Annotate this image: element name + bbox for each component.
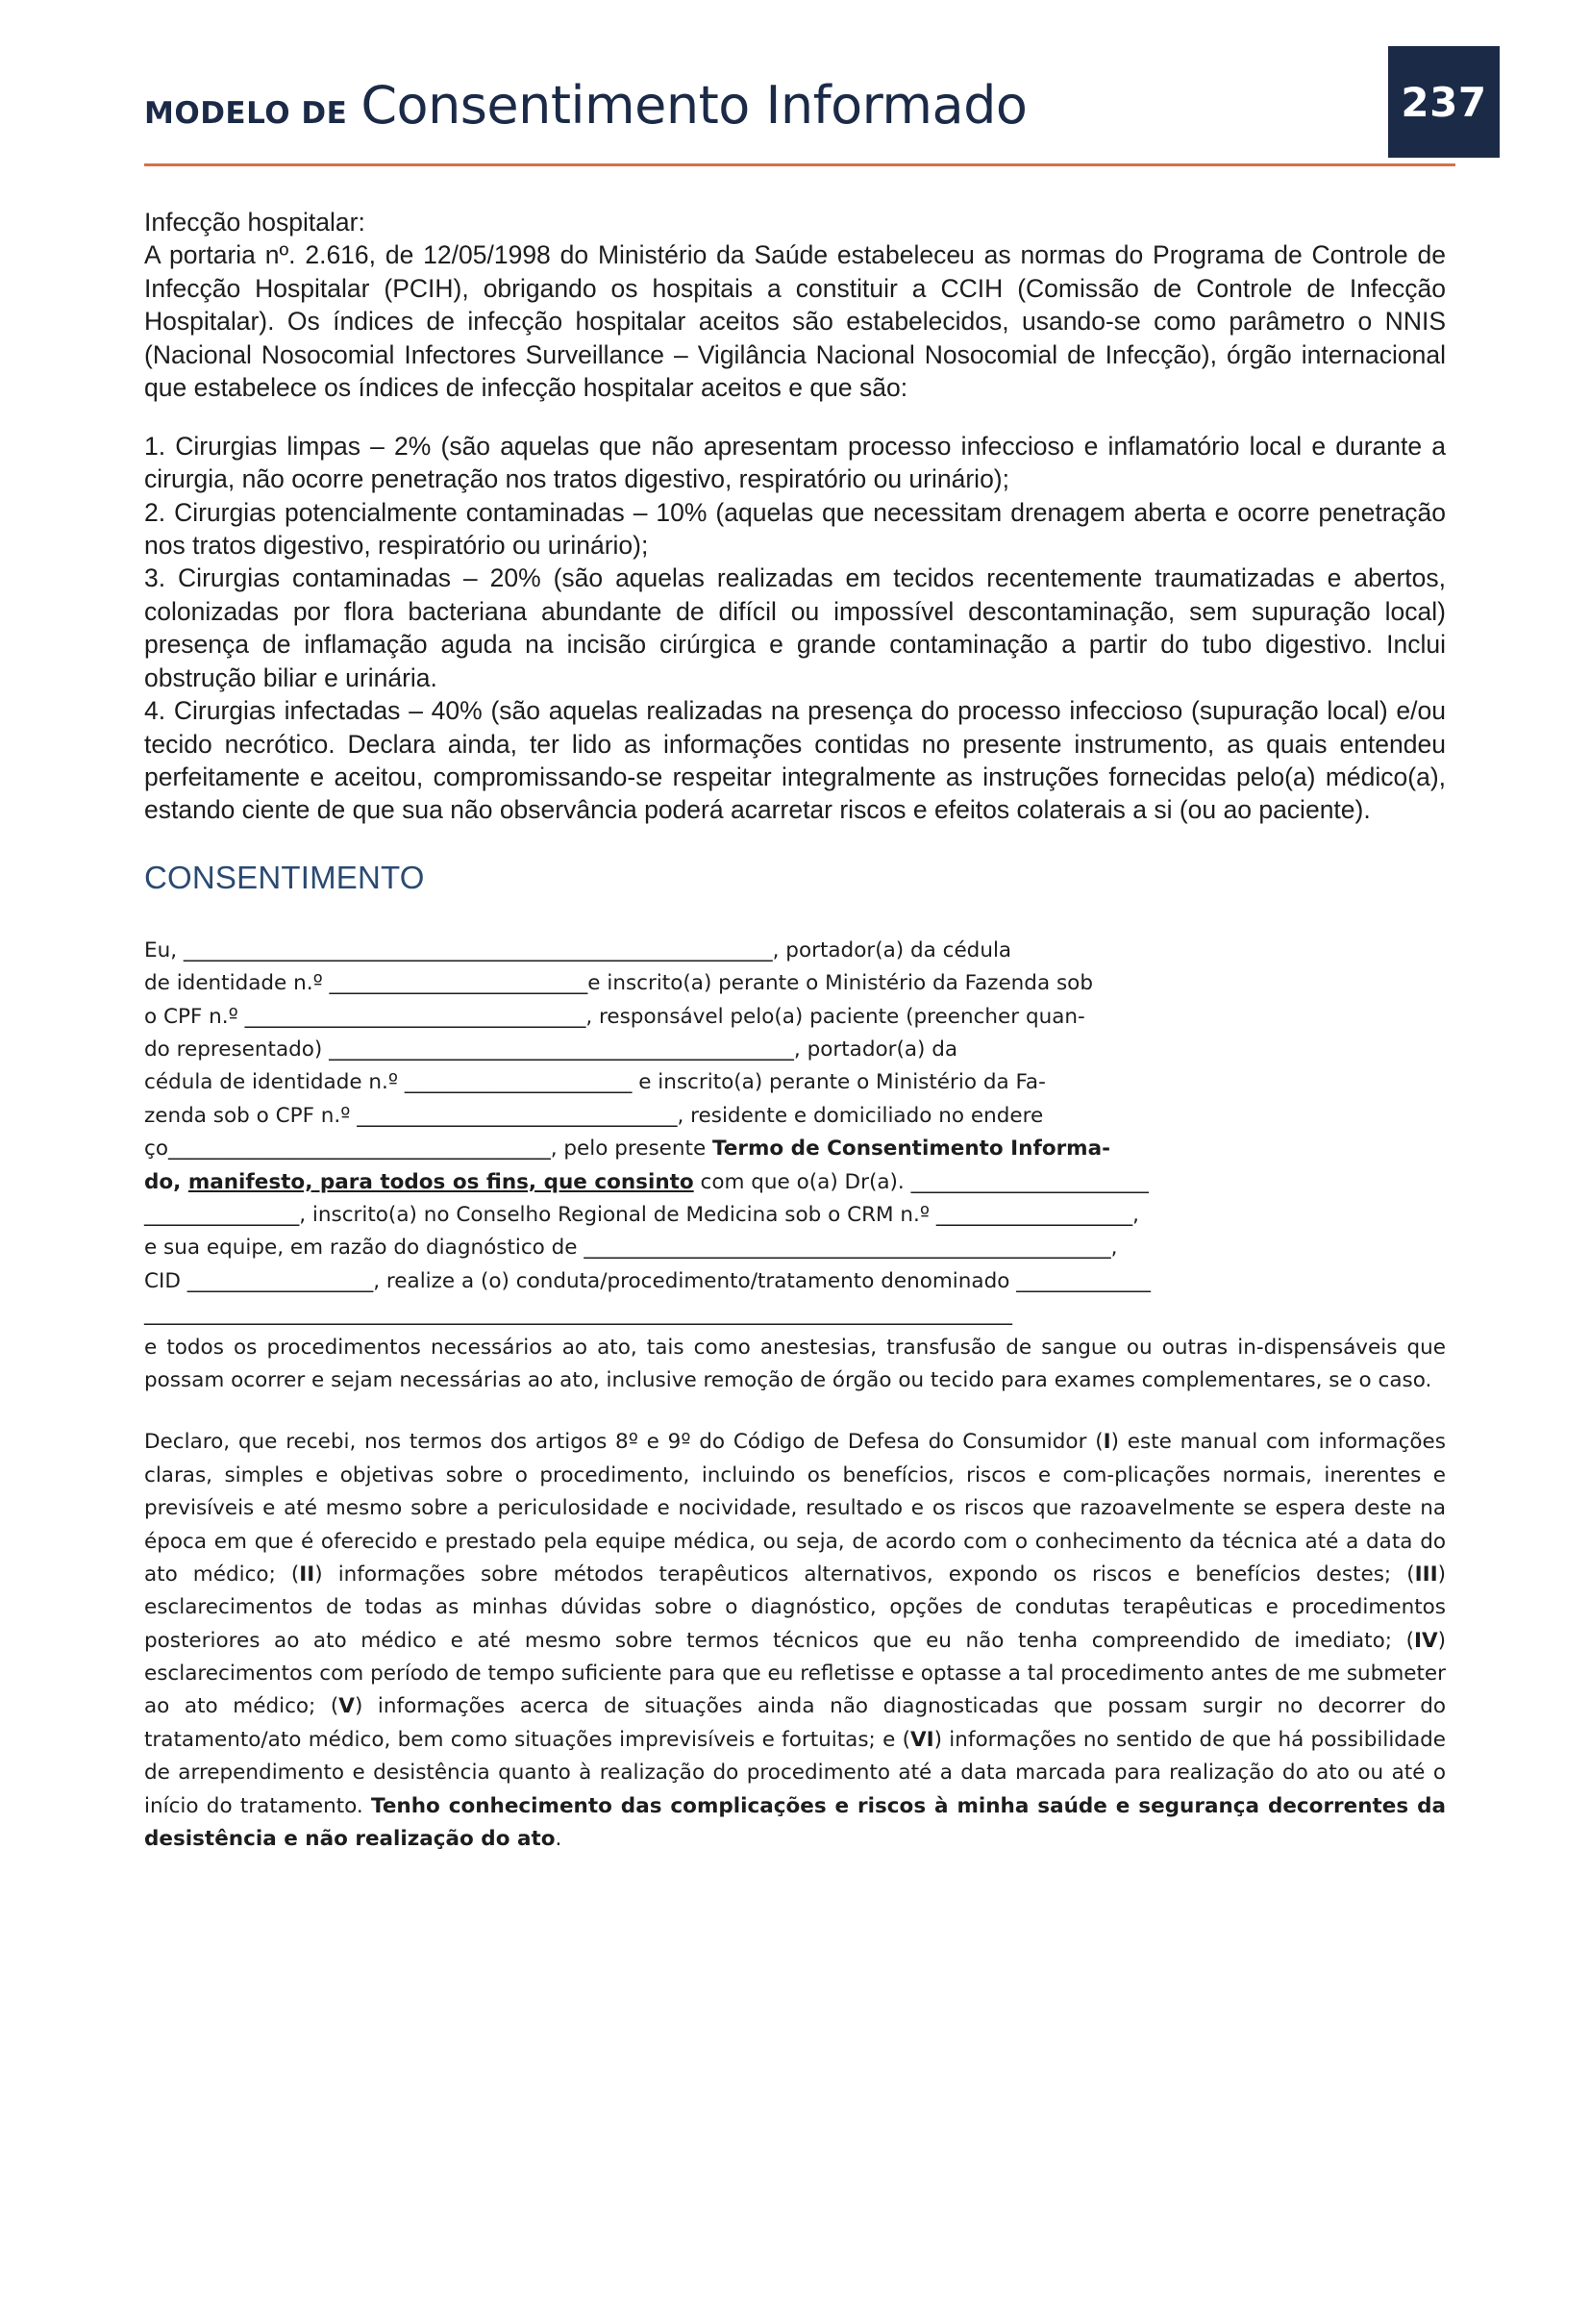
- declaration-part-2: ) este manual com informações claras, simples e objetivas sobre o procedimento, incluindo os benefícios, riscos e com-plicações normais, inerentes e previsíveis e até mesmo sobre a periculosidade e nocividade, resultado e os riscos que razoavelmente se espera deste na época em que é oferecido e prestado pela equipe médica, ou seja, de acordo com o conhecimento da técnica até a data do ato médico; (: [144, 1430, 1446, 1587]
- document-content: [144, 206, 1446, 1856]
- declaration-part-5: ) esclarecimentos com período de tempo suficiente para que eu refletisse e optasse a tal procedimento antes de me submeter ao ato médico; (: [144, 1628, 1446, 1719]
- header-title-group: [144, 75, 1455, 136]
- consent-blank-doctor[interactable]: _______________________: [910, 1169, 1149, 1194]
- consent-term-bold-2: do,: [144, 1169, 188, 1194]
- page-title: Consentimento Informado: [360, 75, 1028, 136]
- page-number-badge: 237: [1388, 46, 1500, 158]
- consent-line-8: [144, 1166, 1446, 1199]
- page-header: [144, 75, 1487, 167]
- consent-line-4-b: , portador(a) da: [793, 1037, 958, 1062]
- consent-line-2: [144, 967, 1446, 1000]
- header-divider: [144, 163, 1455, 166]
- consent-line-5-a: cédula de identidade n.º: [144, 1070, 405, 1095]
- infection-paragraph: A portaria nº. 2.616, de 12/05/1998 do Ministério da Saúde estabeleceu as normas do Programa de Controle de Infecção Hospitalar (PCIH), obrigando os hospitais a constituir a CCIH (Comissão de Controle de Infecção Hospitalar). Os índices de infecção hospitalar aceitos são estabelecidos, usando-se como parâmetro o NNIS (Nacional Nosocomial Infectores Surveillance – Vigilância Nacional Nosocomial de Infecção), órgão internacional que estabelece os índices de infecção hospitalar aceitos e que são:: [144, 240, 1446, 403]
- consent-line-2-a: de identidade n.º: [144, 971, 330, 996]
- consent-blank-doctor-cont[interactable]: _______________: [144, 1203, 300, 1227]
- consent-line-10-a: e sua equipe, em razão do diagnóstico de: [144, 1236, 584, 1261]
- consent-blank-address[interactable]: _____________________________________: [167, 1137, 551, 1162]
- consent-term-underline: manifesto, para todos os fins, que consinto: [187, 1169, 694, 1194]
- consent-blank-rep-id[interactable]: ______________________: [404, 1070, 633, 1095]
- consent-line-1-b: , portador(a) da cédula: [772, 937, 1012, 962]
- consent-line-9: [144, 1199, 1446, 1232]
- declaration-part-4: ) esclarecimentos de todas as minhas dúvidas sobre o diagnóstico, opções de condutas terapêuticas e procedimentos posteriores ao ato médico e até mesmo sobre termos técnicos que eu não tenha compreendido de imediato; (: [144, 1562, 1447, 1653]
- consent-line-5-b: e inscrito(a) perante o Ministério da Fa-: [632, 1070, 1046, 1095]
- surgery-item-4: 4. Cirurgias infectadas – 40% (são aquelas realizadas na presença do processo infeccioso (supuração local) e/ou tecido necrótico. Declara ainda, ter lido as informações contidas no presente instrumento, as quais entendeu perfeitamente e aceitou, compromissando-se respeitar integralmente as instruções fornecidas pelo(a) médico(a), estando ciente de que sua não observância poderá acarretar riscos e efeitos colaterais a si (ou ao paciente).: [144, 696, 1446, 825]
- declaration-part-6: ) informações acerca de situações ainda não diagnosticadas que possam surgir no decorrer do tratamento/ato médico, bem como situações imprevisíveis e fortuitas; e (: [144, 1694, 1446, 1752]
- consent-closing: e todos os procedimentos necessários ao ato, tais como anestesias, transfusão de sangue ou outras in-dispensáveis que possam ocorrer e sejam necessárias ao ato, inclusive remoção de órgão ou tecido para exames complementares, se o caso.: [144, 1335, 1446, 1392]
- declaration-part-3: ) informações sobre métodos terapêuticos alternativos, expondo os riscos e benefícios destes; (: [314, 1562, 1415, 1587]
- surgery-item-3: 3. Cirurgias contaminadas – 20% (são aquelas realizadas em tecidos recentemente traumatizadas e abertos, colonizadas por flora bacteriana abundante de difícil ou impossível descontaminação, sem supuração local) presença de inflamação aguda na incisão cirúrgica e grande contaminação a partir do tubo digestivo. Inclui obstrução biliar e urinária.: [144, 563, 1446, 692]
- declaration-final-dot: .: [555, 1827, 562, 1852]
- consent-fill-block: [144, 935, 1446, 1397]
- consent-line-11-b: , realize a (o) conduta/procedimento/tratamento denominado: [373, 1268, 1017, 1293]
- document-page: [0, 75, 1590, 2324]
- surgery-item-1: 1. Cirurgias limpas – 2% (são aquelas que não apresentam processo infeccioso e inflamatório local e durante a cirurgia, não ocorre penetração nos tratos digestivo, respiratório ou urinário);: [144, 431, 1446, 494]
- consent-blank-crm[interactable]: ___________________,: [935, 1203, 1139, 1227]
- infection-label: Infecção hospitalar:: [144, 208, 365, 237]
- consent-line-10: [144, 1232, 1446, 1264]
- consent-blank-diagnosis[interactable]: ___________________________________________________,: [584, 1236, 1118, 1261]
- consent-line-6-a: zenda sob o CPF n.º: [144, 1103, 358, 1128]
- consent-heading: CONSENTIMENTO: [144, 859, 425, 895]
- declaration-roman-2: II: [299, 1562, 315, 1587]
- declaration-part-1: Declaro, que recebi, nos termos dos artigos 8º e 9º do Código de Defesa do Consumidor (: [144, 1430, 1104, 1455]
- consent-blank-cpf[interactable]: _________________________________: [244, 1004, 586, 1029]
- declaration-roman-5: V: [338, 1694, 355, 1719]
- consent-line-11: [144, 1265, 1446, 1298]
- consent-line-1-a: Eu,: [144, 937, 184, 962]
- consent-line-3: [144, 1001, 1446, 1034]
- surgery-item-2: 2. Cirurgias potencialmente contaminadas – 10% (aquelas que necessitam drenagem aberta e ocorre penetração nos tratos digestivo, respiratório ou urinário);: [144, 497, 1446, 560]
- consent-line-7: [144, 1133, 1446, 1165]
- consent-line-8-b: com que o(a) Dr(a).: [693, 1169, 911, 1194]
- declaration-block: [144, 1426, 1446, 1856]
- consent-line-12: [144, 1298, 1446, 1331]
- consent-blank-name[interactable]: _________________________________________________________: [183, 937, 773, 962]
- consent-blank-representative[interactable]: _____________________________________________: [329, 1037, 794, 1062]
- declaration-roman-6: VI: [909, 1727, 934, 1752]
- declaration-roman-3: III: [1414, 1562, 1438, 1587]
- declaration-roman-4: IV: [1413, 1628, 1438, 1653]
- consent-blank-rep-cpf[interactable]: _______________________________: [357, 1103, 678, 1128]
- consent-line-1: [144, 935, 1446, 967]
- consent-line-3-a: o CPF n.º: [144, 1004, 245, 1029]
- consent-line-5: [144, 1066, 1446, 1099]
- consent-blank-procedure[interactable]: _____________: [1016, 1268, 1151, 1293]
- consent-line-4-a: do representado): [144, 1037, 330, 1062]
- consent-line-4: [144, 1034, 1446, 1066]
- declaration-roman-1: I: [1103, 1430, 1111, 1455]
- consent-line-11-a: CID: [144, 1268, 187, 1293]
- header-pretitle: MODELO DE: [144, 96, 348, 131]
- consent-line-7-b: , pelo presente: [550, 1137, 713, 1162]
- consent-line-2-b: e inscrito(a) perante o Ministério da Fazenda sob: [587, 971, 1093, 996]
- consent-blank-procedure-cont[interactable]: ____________________________________________________________________________________: [144, 1302, 1012, 1327]
- consent-line-3-b: , responsável pelo(a) paciente (preencher quan-: [585, 1004, 1085, 1029]
- declaration-bold-close: Tenho conhecimento das complicações e riscos à minha saúde e segurança decorrentes da desistência e não realização do ato: [144, 1793, 1447, 1852]
- consent-blank-cid[interactable]: __________________: [186, 1268, 374, 1293]
- consent-line-6: [144, 1100, 1446, 1133]
- consent-line-7-a: ço: [144, 1137, 168, 1162]
- infection-section: [144, 206, 1446, 827]
- consent-line-9-b: , inscrito(a) no Conselho Regional de Medicina sob o CRM n.º: [299, 1203, 936, 1227]
- consent-term-bold-1: Termo de Consentimento Informa-: [712, 1137, 1111, 1162]
- declaration-part-7: ) informações no sentido de que há possibilidade de arrependimento e desistência quanto à realização do procedimento até a data marcada para realização do ato ou até o início do tratamento.: [144, 1727, 1446, 1818]
- consent-line-6-b: , residente e domiciliado no endere: [677, 1103, 1044, 1128]
- declaration-paragraph: [144, 1426, 1446, 1856]
- consent-blank-id[interactable]: _________________________: [329, 971, 588, 996]
